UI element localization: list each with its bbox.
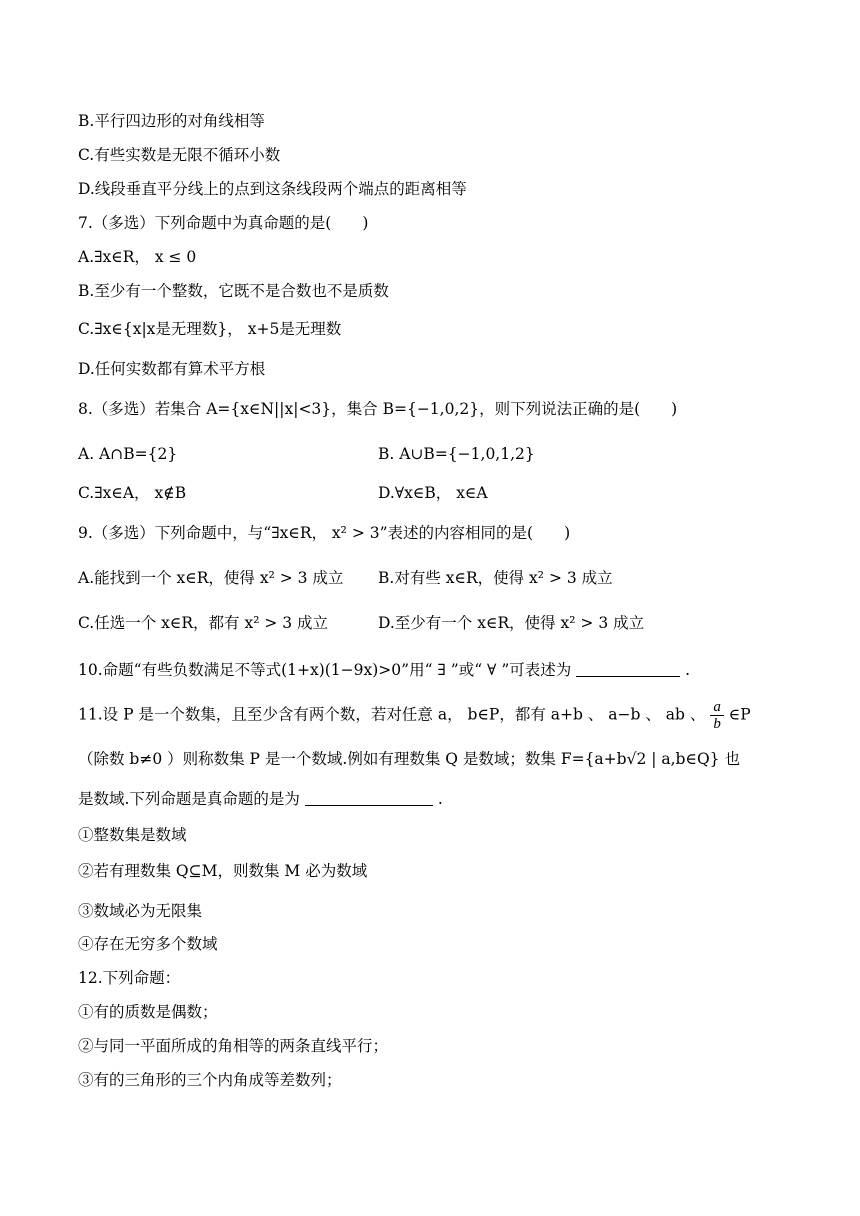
fraction-a-over-b (710, 699, 724, 732)
question-10-period: . (685, 661, 691, 679)
fraction-numerator: a (710, 699, 724, 716)
option-c-q6: C.有些实数是无限不循环小数 (78, 146, 281, 164)
question-11-in-p: ∈P (728, 705, 751, 724)
option-d-q9: D.至少有一个 x∈R，使得 x² > 3 成立 (378, 614, 645, 632)
question-11-text: 11.设 P 是一个数集，且至少含有两个数，若对任意 a， b∈P，都有 a+b 、 a−b 、 ab 、 (78, 705, 706, 724)
option-b-q9: B.对有些 x∈R，使得 x² > 3 成立 (378, 569, 613, 587)
option-c-q9: C.任选一个 x∈R，都有 x² > 3 成立 (78, 614, 329, 632)
statement-1-q12: ①有的质数是偶数； (78, 1003, 218, 1021)
statement-4-q11: ④存在无穷多个数域 (78, 935, 218, 953)
option-b-q8: B. A∪B={−1,0,1,2} (378, 445, 535, 463)
statement-3-q11: ③数域必为无限集 (78, 902, 203, 920)
question-10-text: 10.命题“有些负数满足不等式(1+x)(1−9x)>0”用“ ∃ ”或“ ∀ ”可表述为 (78, 661, 572, 679)
question-11-line-2: （除数 b≠0 ）则称数集 P 是一个数域.例如有理数集 Q 是数域；数集 F={a+b√2 | a,b∈Q} 也 (78, 750, 740, 768)
option-d-q7: D.任何实数都有算术平方根 (78, 360, 266, 378)
question-7: 7.（多选）下列命题中为真命题的是( ) (78, 214, 369, 232)
statement-3-q12: ③有的三角形的三个内角成等差数列； (78, 1071, 342, 1089)
option-a-q8: A. A∩B={2} (78, 445, 178, 463)
question-11-line-3 (78, 788, 443, 810)
option-d-q8: D.∀x∈B， x∈A (378, 484, 488, 502)
question-11-period: . (437, 790, 443, 808)
option-b-q7: B.至少有一个整数，它既不是合数也不是质数 (78, 282, 389, 300)
fraction-denominator: b (713, 716, 721, 732)
option-b-q6: B.平行四边形的对角线相等 (78, 112, 265, 130)
answer-blank-10[interactable] (576, 660, 680, 677)
statement-1-q11: ①整数集是数域 (78, 826, 187, 844)
question-11-prompt: 是数域.下列命题是真命题的是为 (78, 790, 300, 808)
question-10 (78, 659, 690, 681)
question-12: 12.下列命题： (78, 969, 181, 987)
answer-blank-11[interactable] (305, 789, 433, 806)
option-c-q7: C.∃x∈{x|x是无理数}， x+5是无理数 (78, 320, 342, 338)
statement-2-q12: ②与同一平面所成的角相等的两条直线平行； (78, 1037, 389, 1055)
question-9: 9.（多选）下列命题中，与“∃x∈R， x² > 3”表述的内容相同的是( ) (78, 524, 571, 542)
statement-2-q11: ②若有理数集 Q⊆M，则数集 M 必为数域 (78, 862, 368, 880)
option-a-q9: A.能找到一个 x∈R，使得 x² > 3 成立 (78, 569, 344, 587)
option-d-q6: D.线段垂直平分线上的点到这条线段两个端点的距离相等 (78, 180, 467, 198)
option-c-q8: C.∃x∈A， x∉B (78, 484, 187, 502)
question-11-line-1 (78, 699, 751, 732)
option-a-q7: A.∃x∈R， x ≤ 0 (78, 248, 197, 266)
question-8: 8.（多选）若集合 A={x∈N||x|<3}，集合 B={−1,0,2}，则下列说法正确的是( ) (78, 400, 678, 418)
